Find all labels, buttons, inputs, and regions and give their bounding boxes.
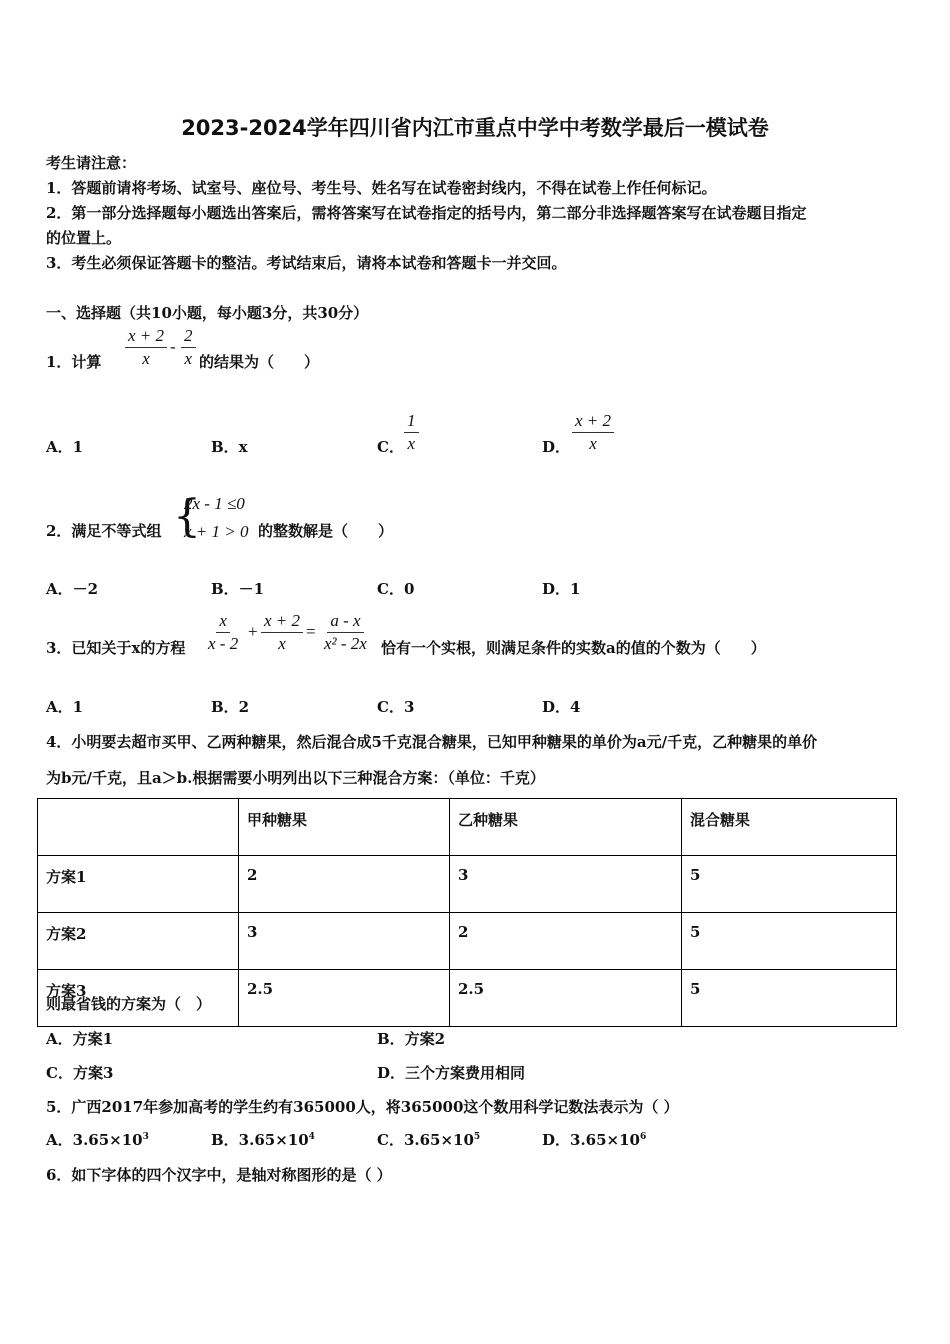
q3-fraction-3 xyxy=(321,610,370,655)
q4-line-2: 为b元/千克，且a＞b.根据需要小明列出以下三种混合方案：（单位：千克） xyxy=(46,769,545,787)
q6-text: 6．如下字体的四个汉字中，是轴对称图形的是（ ） xyxy=(46,1166,392,1184)
table-cell: 5 xyxy=(682,856,897,913)
q2-option-d: D．1 xyxy=(542,580,581,598)
q5-option-c xyxy=(377,1129,480,1150)
q2-prefix: 2．满足不等式组 xyxy=(46,522,162,540)
q4-line-1: 4．小明要去超市买甲、乙两种糖果，然后混合成5千克混合糖果，已知甲种糖果的单价为a元/千克，乙种糖果的单价 xyxy=(46,733,818,751)
q3-f1-num: x xyxy=(216,610,230,633)
q1-fraction-2 xyxy=(181,325,196,370)
notice-item-1: 1．答题前请将考场、试室号、座位号、考生号、姓名写在试卷密封线内，不得在试卷上作任何标记。 xyxy=(46,179,717,197)
q1-option-d-fraction xyxy=(572,410,614,455)
q4-option-d: D．三个方案费用相同 xyxy=(377,1064,526,1082)
q5-text: 5．广西2017年参加高考的学生约有365000人，将365000这个数用科学记数法表示为（ ） xyxy=(46,1098,679,1116)
q3-f3-num: a - x xyxy=(327,610,363,633)
table-cell: 5 xyxy=(682,970,897,1027)
q3-f2-den: x xyxy=(278,634,286,653)
q3-plus: + xyxy=(248,622,258,641)
q1-frac1-den: x xyxy=(142,349,150,368)
table-cell: 方案3 xyxy=(38,970,239,1027)
table-row xyxy=(38,913,897,970)
table-cell: 2 xyxy=(239,856,450,913)
q1-d-den: x xyxy=(589,434,597,453)
q3-suffix: 恰有一个实根，则满足条件的实数a的值的个数为（ ） xyxy=(381,639,766,657)
q5-option-a xyxy=(46,1129,149,1150)
q1-c-den: x xyxy=(407,434,416,453)
q3-fraction-1 xyxy=(205,610,241,655)
q5-b-exp: 4 xyxy=(308,1132,315,1142)
table-cell: 2.5 xyxy=(239,970,450,1027)
q1-d-num: x + 2 xyxy=(572,410,614,433)
q2-inequality-1: 2x - 1 ≤0 xyxy=(184,494,245,513)
notice-item-2-cont: 的位置上。 xyxy=(46,229,122,247)
table-header-cell xyxy=(38,799,239,856)
table-cell: 5 xyxy=(682,913,897,970)
q3-prefix: 3．已知关于x的方程 xyxy=(46,639,186,657)
table-header-cell: 混合糖果 xyxy=(682,799,897,856)
page-title: 2023-2024学年四川省内江市重点中学中考数学最后一模试卷 xyxy=(181,116,769,140)
q1-frac1-num: x + 2 xyxy=(125,325,167,348)
q1-option-c: C． xyxy=(377,438,404,456)
table-header-cell: 甲种糖果 xyxy=(239,799,450,856)
table-cell: 方案2 xyxy=(38,913,239,970)
q5-b-base: B．3.65×10 xyxy=(211,1131,309,1149)
notice-heading: 考生请注意： xyxy=(46,154,137,172)
table-row xyxy=(38,856,897,913)
notice-item-3: 3．考生必须保证答题卡的整洁。考试结束后，请将本试卷和答题卡一并交回。 xyxy=(46,254,567,272)
table-header-row xyxy=(38,799,897,856)
q1-operator: - xyxy=(170,337,176,356)
q5-d-exp: 6 xyxy=(639,1132,647,1142)
notice-item-2: 2．第一部分选择题每小题选出答案后，需将答案写在试卷指定的括号内，第二部分非选择题答案写在试卷题目指定 xyxy=(46,204,807,222)
q3-f2-num: x + 2 xyxy=(261,610,303,633)
q1-fraction-1 xyxy=(125,325,167,370)
q2-option-a: A．－2 xyxy=(46,580,99,598)
q2-option-c: C．0 xyxy=(377,580,415,598)
q3-equals: = xyxy=(306,622,316,641)
q4-option-a: A．方案1 xyxy=(46,1030,114,1048)
q3-option-a: A．1 xyxy=(46,698,84,716)
q2-option-b: B．－1 xyxy=(211,580,265,598)
q3-f1-den: x - 2 xyxy=(208,634,239,653)
q3-option-b: B．2 xyxy=(211,698,250,716)
q1-option-b: B．x xyxy=(211,438,248,456)
q3-fraction-2 xyxy=(261,610,303,655)
q5-c-exp: 5 xyxy=(473,1132,481,1142)
brace-icon: { xyxy=(173,491,201,542)
q1-option-c-fraction xyxy=(404,410,419,455)
q1-frac2-num: 2 xyxy=(181,325,196,348)
q2-suffix: 的整数解是（ ） xyxy=(258,522,394,540)
q5-a-base: A．3.65×10 xyxy=(46,1131,143,1149)
table-cell: 3 xyxy=(450,856,682,913)
table-header-cell: 乙种糖果 xyxy=(450,799,682,856)
q5-option-b xyxy=(211,1129,315,1150)
q5-c-base: C．3.65×10 xyxy=(377,1131,474,1149)
q1-suffix: 的结果为（ ） xyxy=(199,353,320,371)
table-cell: 3 xyxy=(239,913,450,970)
q1-c-num: 1 xyxy=(404,410,419,433)
q2-inequality-2: x + 1 > 0 xyxy=(184,522,249,541)
q1-option-a: A．1 xyxy=(46,438,84,456)
q1-frac2-den: x xyxy=(184,349,193,368)
q5-a-exp: 3 xyxy=(142,1132,149,1142)
section-heading: 一、选择题（共10小题，每小题3分，共30分） xyxy=(46,304,369,322)
table-cell: 方案1 xyxy=(38,856,239,913)
q3-f3-den: x² - 2x xyxy=(324,634,367,653)
q5-option-d xyxy=(542,1129,646,1150)
q3-option-c: C．3 xyxy=(377,698,415,716)
q1-prefix: 1．计算 xyxy=(46,353,102,371)
q4-option-c: C．方案3 xyxy=(46,1064,114,1082)
q3-option-d: D．4 xyxy=(542,698,581,716)
q4-option-b: B．方案2 xyxy=(377,1030,446,1048)
table-cell: 2.5 xyxy=(450,970,682,1027)
q5-d-base: D．3.65×10 xyxy=(542,1131,640,1149)
q4-question: 则最省钱的方案为（ ） xyxy=(46,995,212,1013)
q1-option-d: D． xyxy=(542,438,571,456)
table-cell: 2 xyxy=(450,913,682,970)
